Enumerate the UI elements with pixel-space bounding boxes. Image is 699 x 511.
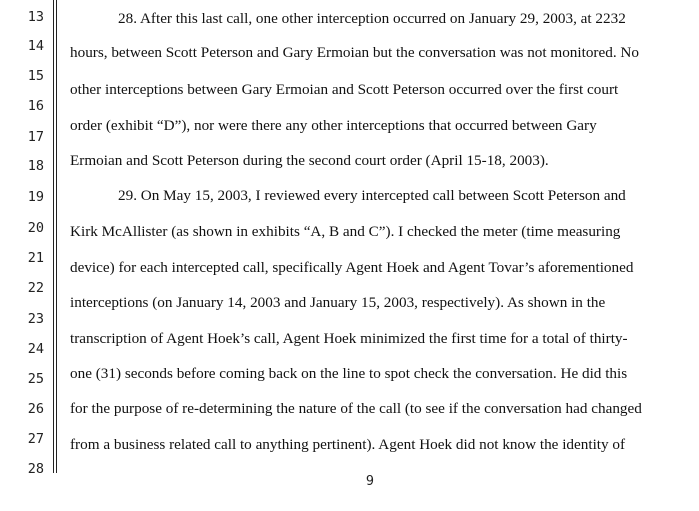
line-number-21: 21	[27, 250, 44, 266]
line-number-22: 22	[27, 280, 44, 296]
paragraph-29-line-4: interceptions (on January 14, 2003 and January 15, 2003, respectively). As shown in the	[70, 294, 606, 311]
paragraph-28-line-3: other interceptions between Gary Ermoian and Scott Peterson occurred over the first court	[70, 81, 619, 98]
paragraph-28-line-2: hours, between Scott Peterson and Gary Ermoian but the conversation was not monitored. No	[70, 44, 639, 61]
page-number: 9	[365, 473, 375, 489]
paragraph-28-line-1: 28. After this last call, one other interception occurred on January 29, 2003, at 2232	[118, 10, 626, 27]
paragraph-28-line-5: Ermoian and Scott Peterson during the second court order (April 15-18, 2003).	[70, 152, 549, 169]
line-number-19: 19	[27, 189, 44, 205]
line-number-14: 14	[27, 38, 44, 54]
line-number-15: 15	[27, 68, 44, 84]
paragraph-29-line-6: one (31) seconds before coming back on the line to spot check the conversation. He did this	[70, 365, 628, 382]
line-number-26: 26	[27, 401, 44, 417]
paragraph-29-line-5: transcription of Agent Hoek’s call, Agent Hoek minimized the first time for a total of thirty-	[70, 330, 628, 347]
paragraph-28-line-4: order (exhibit “D”), nor were there any other interceptions that occurred between Gary	[70, 117, 597, 134]
paragraph-29-line-1: 29. On May 15, 2003, I reviewed every intercepted call between Scott Peterson and	[118, 187, 626, 204]
line-number-27: 27	[27, 431, 44, 447]
line-number-25: 25	[27, 371, 44, 387]
left-margin-rule	[53, 0, 54, 473]
line-number-23: 23	[27, 311, 44, 327]
line-number-20: 20	[27, 220, 44, 236]
left-margin-rule-inner	[56, 0, 57, 473]
line-number-18: 18	[27, 158, 44, 174]
line-number-24: 24	[27, 341, 44, 357]
paragraph-29-line-2: Kirk McAllister (as shown in exhibits “A, B and C”). I checked the meter (time measuring	[70, 223, 621, 240]
paragraph-29-line-8: from a business related call to anything pertinent). Agent Hoek did not know the identity of	[70, 436, 626, 453]
line-number-16: 16	[27, 98, 44, 114]
line-number-28: 28	[27, 461, 44, 477]
line-number-13: 13	[27, 9, 44, 25]
line-number-17: 17	[27, 129, 44, 145]
paragraph-29-line-7: for the purpose of re-determining the nature of the call (to see if the conversation had changed	[70, 400, 642, 417]
paragraph-29-line-3: device) for each intercepted call, specifically Agent Hoek and Agent Tovar’s aforementioned	[70, 259, 634, 276]
